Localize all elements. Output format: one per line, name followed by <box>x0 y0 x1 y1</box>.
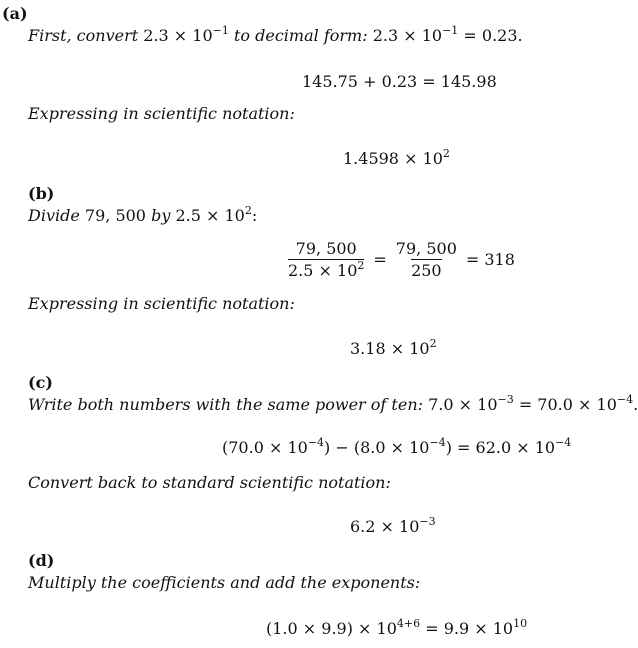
part-b-intro <box>28 204 258 225</box>
part-b-intro-expr: $2.5 \times 10^2$: <box>175 204 258 225</box>
part-c-equation: $(70.0 \times 10^{-4}) - (8.0 \times 10^{-4}) = 62.0 \times 10^{-4}$ <box>222 436 572 457</box>
part-c-convert-text: Convert back to standard scientific notation: <box>28 473 391 492</box>
part-b-fraction-2 <box>393 241 460 279</box>
part-b-fraction-equation <box>285 241 521 279</box>
part-b-intro-text: Divide <box>28 206 80 225</box>
part-b-fraction-2-denominator: 250 <box>411 261 442 280</box>
part-d-label: (d) <box>28 551 55 570</box>
part-a-sci-text: Expressing in scientific notation: <box>28 104 295 123</box>
part-a-intro-expr1: $2.3 \times 10^{-1}$ <box>143 24 229 45</box>
part-a-intro-text2: to decimal form: <box>233 26 368 45</box>
part-c-label: (c) <box>28 373 53 392</box>
part-b-fraction-1 <box>285 241 367 279</box>
part-b-fraction-2-numerator: 79, 500 <box>395 239 457 258</box>
part-a-intro-text: First, convert <box>28 26 139 45</box>
part-c-intro <box>28 393 638 414</box>
part-b-fraction-1-denominator: $2.5 \times 10^2$ <box>288 259 365 280</box>
part-c-sci-result: $6.2 \times 10^{-3}$ <box>350 515 436 536</box>
part-a-intro-expr2: $2.3 \times 10^{-1} = 0.23$. <box>372 24 523 45</box>
part-b-sci-text: Expressing in scientific notation: <box>28 294 295 313</box>
part-a-sci-result: $1.4598 \times 10^2$ <box>343 147 450 168</box>
part-c-intro-text: Write both numbers with the same power of ten: <box>28 395 424 414</box>
part-d-equation: $(1.0 \times 9.9) \times 10^{4+6} = 9.9 \times 10^{10}$ <box>266 617 528 638</box>
part-b-intro-num: 79, 500 <box>84 206 146 225</box>
part-b-label: (b) <box>28 184 55 203</box>
part-b-fraction-1-numerator: 79, 500 <box>295 239 357 258</box>
part-b-intro-text2: by <box>151 206 171 225</box>
part-b-result: = 318 <box>465 250 515 269</box>
part-a-equation: 145.75 + 0.23 = 145.98 <box>302 72 497 91</box>
part-d-intro: Multiply the coefficients and add the exponents: <box>28 573 421 592</box>
part-b-sci-result: $3.18 \times 10^2$ <box>350 337 437 358</box>
part-a-label: (a) <box>2 4 28 23</box>
part-a-intro <box>28 24 523 45</box>
part-b-equals-sign: = <box>373 250 387 269</box>
part-c-intro-expr: $7.0 \times 10^{-3} = 70.0 \times 10^{-4}$. <box>428 393 638 414</box>
